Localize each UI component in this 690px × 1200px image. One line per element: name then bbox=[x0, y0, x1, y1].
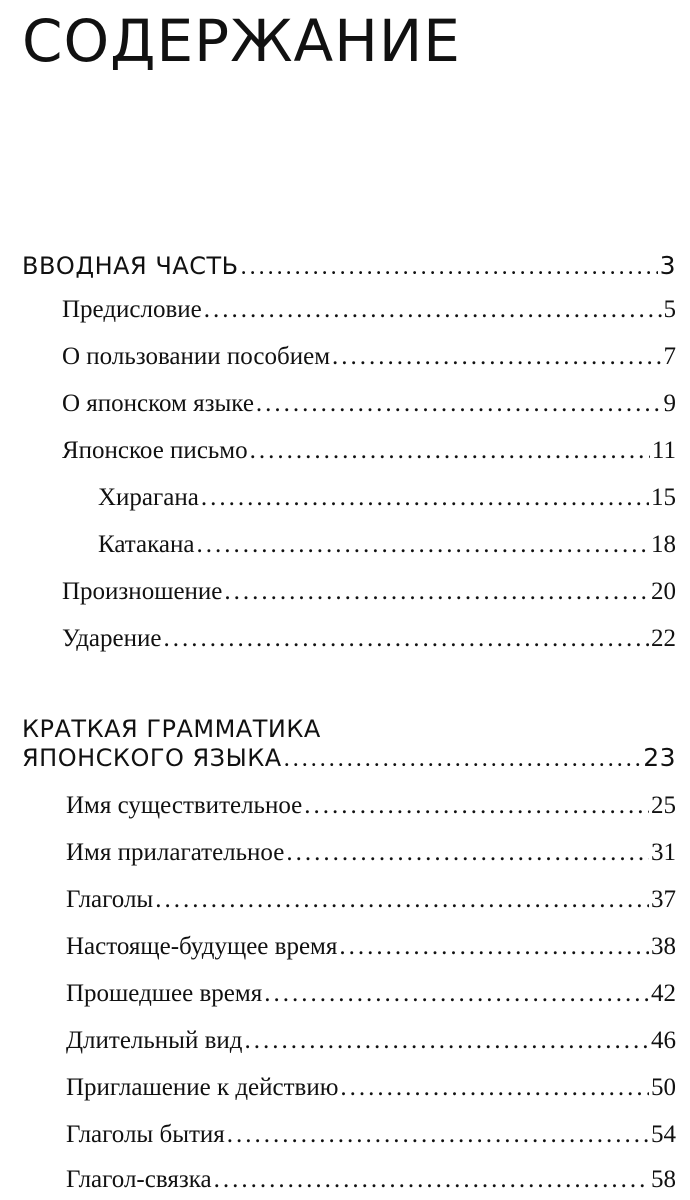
toc-entry-label: Ударение bbox=[62, 625, 162, 652]
toc-page-number: 22 bbox=[651, 625, 676, 652]
toc-leader-dots bbox=[339, 931, 649, 963]
toc-entry[interactable] bbox=[66, 837, 676, 869]
toc-entry-label: Длительный вид bbox=[66, 1027, 243, 1054]
toc-leader-dots bbox=[332, 341, 661, 373]
toc-part-label: ВВОДНАЯ ЧАСТЬ bbox=[22, 252, 239, 280]
toc-page-number: 7 bbox=[663, 343, 676, 370]
toc-entry-label: Глаголы bbox=[66, 886, 154, 913]
toc-entry[interactable] bbox=[62, 576, 676, 608]
toc-page-number: 23 bbox=[643, 743, 676, 772]
toc-entry[interactable] bbox=[62, 341, 676, 373]
toc-leader-dots bbox=[264, 978, 649, 1010]
toc-entry-label: Произношение bbox=[62, 578, 223, 605]
toc-part-label-line1: КРАТКАЯ ГРАММАТИКА bbox=[22, 715, 321, 743]
toc-page-number: 58 bbox=[651, 1166, 676, 1193]
toc-entry[interactable] bbox=[66, 931, 676, 963]
toc-leader-dots bbox=[245, 1025, 649, 1057]
toc-entry-label: Хирагана bbox=[98, 484, 199, 511]
toc-leader-dots bbox=[204, 294, 662, 326]
toc-page-number: 37 bbox=[651, 886, 676, 913]
toc-leader-dots bbox=[256, 388, 662, 420]
toc-page-number: 54 bbox=[651, 1121, 676, 1148]
toc-leader-dots bbox=[214, 1164, 649, 1196]
toc-page-number: 9 bbox=[663, 390, 676, 417]
toc-leader-dots bbox=[163, 623, 649, 655]
toc-entry[interactable] bbox=[66, 1025, 676, 1057]
toc-page-number: 5 bbox=[663, 296, 676, 323]
toc-page-number: 20 bbox=[651, 578, 676, 605]
toc-entry[interactable] bbox=[66, 884, 676, 916]
toc-entry-label: Предисловие bbox=[62, 296, 202, 323]
toc-entry[interactable] bbox=[62, 388, 676, 420]
toc-part-grammar[interactable] bbox=[22, 742, 676, 775]
toc-leader-dots bbox=[201, 482, 649, 514]
toc-entry[interactable] bbox=[66, 790, 676, 822]
toc-page-number: 18 bbox=[651, 531, 676, 558]
toc-entry-label: Прошедшее время bbox=[66, 980, 263, 1007]
toc-entry[interactable] bbox=[66, 1119, 676, 1151]
toc-entry-label: Глаголы бытия bbox=[66, 1121, 225, 1148]
toc-entry-label: О пользовании пособием bbox=[62, 343, 331, 370]
toc-entry[interactable] bbox=[62, 435, 676, 467]
toc-leader-dots bbox=[155, 884, 649, 916]
toc-leader-dots bbox=[304, 790, 649, 822]
toc-leader-dots bbox=[286, 837, 649, 869]
toc-page-number: 31 bbox=[651, 839, 676, 866]
toc-leader-dots bbox=[284, 743, 641, 775]
toc-entry[interactable] bbox=[66, 1072, 676, 1104]
toc-entry-label: Настояще-будущее время bbox=[66, 933, 338, 960]
toc-entry-label: Японское письмо bbox=[62, 437, 248, 464]
toc-page-number: 38 bbox=[651, 933, 676, 960]
toc-entry-label: Катакана bbox=[98, 531, 195, 558]
toc-entry-label: Имя существительное bbox=[66, 792, 303, 819]
toc-page-number: 15 bbox=[651, 484, 676, 511]
toc-leader-dots bbox=[224, 576, 649, 608]
toc-entry[interactable] bbox=[62, 294, 676, 326]
toc-page-number: 3 bbox=[659, 251, 676, 280]
toc-leader-dots bbox=[196, 529, 649, 561]
page-title: СОДЕРЖАНИЕ bbox=[22, 7, 461, 75]
toc-entry-label: Имя прилагательное bbox=[66, 839, 285, 866]
toc-page-number: 46 bbox=[651, 1027, 676, 1054]
toc-entry[interactable] bbox=[98, 529, 676, 561]
toc-entry[interactable] bbox=[66, 978, 676, 1010]
toc-part-label: ЯПОНСКОГО ЯЗЫКА bbox=[22, 744, 282, 772]
toc-entry-label: О японском языке bbox=[62, 390, 254, 417]
toc-entry[interactable] bbox=[62, 623, 676, 655]
toc-entry-label: Приглашение к действию bbox=[66, 1074, 339, 1101]
toc-leader-dots bbox=[250, 435, 650, 467]
toc-part-intro[interactable] bbox=[22, 250, 676, 283]
toc-entry-label: Глагол-связка bbox=[66, 1166, 212, 1193]
toc-entry[interactable] bbox=[66, 1164, 676, 1196]
toc-page-number: 42 bbox=[651, 980, 676, 1007]
toc-leader-dots bbox=[241, 251, 658, 283]
toc-page-number: 11 bbox=[651, 437, 676, 464]
toc-entry[interactable] bbox=[98, 482, 676, 514]
toc-leader-dots bbox=[340, 1072, 649, 1104]
toc-leader-dots bbox=[227, 1119, 649, 1151]
toc-page-number: 25 bbox=[651, 792, 676, 819]
toc-page-number: 50 bbox=[651, 1074, 676, 1101]
